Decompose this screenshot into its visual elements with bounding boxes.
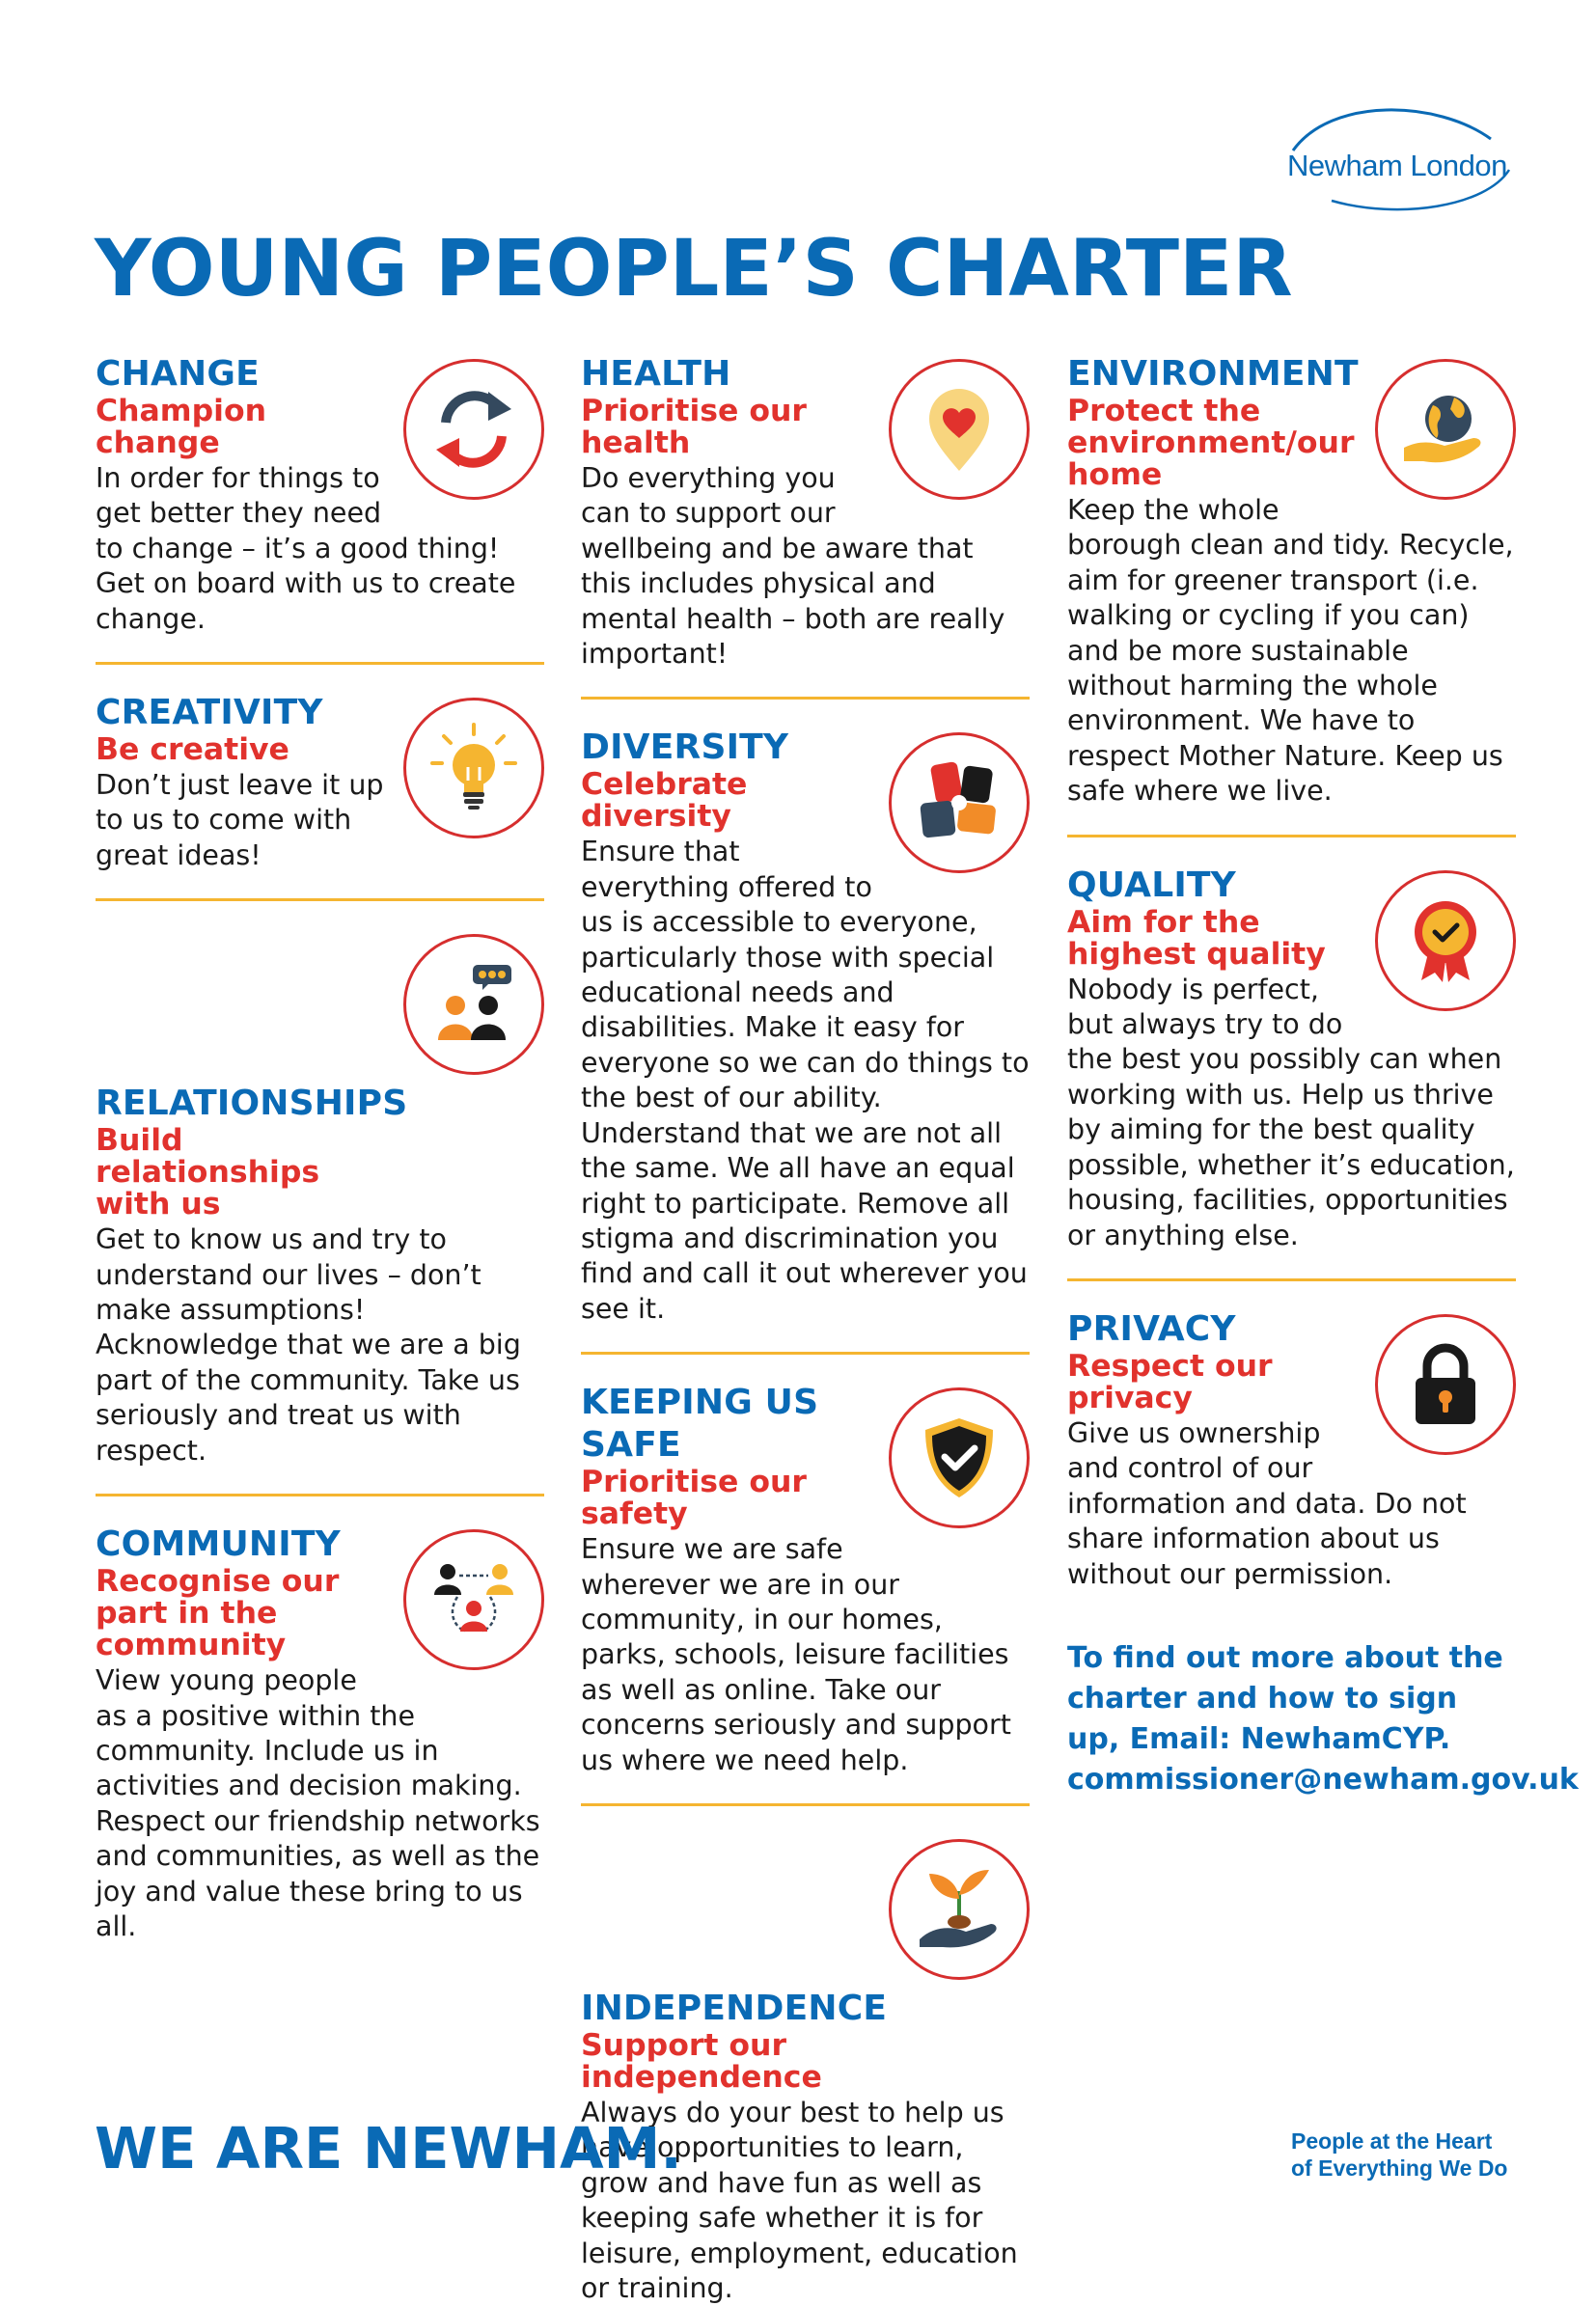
lightbulb-icon xyxy=(403,698,544,838)
column-right xyxy=(1067,353,1579,1800)
section-privacy xyxy=(1067,1308,1516,1592)
shield-check-icon xyxy=(889,1387,1030,1528)
section-title: KEEPING US SAFE xyxy=(581,1383,819,1466)
section-subtitle: Recognise our part in the community xyxy=(96,1564,340,1663)
section-title: QUALITY xyxy=(1067,865,1236,905)
section-diversity xyxy=(581,727,1030,1327)
section-divider xyxy=(1067,1278,1516,1281)
section-divider xyxy=(1067,835,1516,837)
tagline-line-1: People at the Heart xyxy=(1291,2128,1493,2154)
section-body: Do everything you can to support our wellbeing and be aware that this includes physical and mental health – both are really important! xyxy=(581,462,1005,671)
hand-globe-icon xyxy=(1375,359,1516,500)
tagline-line-2: of Everything We Do xyxy=(1291,2155,1508,2181)
section-body: Keep the whole borough clean and tidy. Recycle, aim for greener transport (i.e. walking or cycling if you can) and be more sustainable without harming the whole environment. We have to respect Mother Nature. Keep us safe where we live. xyxy=(1067,494,1514,808)
section-title: PRIVACY xyxy=(1067,1308,1236,1349)
column-left xyxy=(96,353,544,1944)
section-divider xyxy=(96,898,544,901)
section-title: HEALTH xyxy=(581,354,731,394)
refresh-arrows-icon xyxy=(403,359,544,500)
section-title: ENVIRONMENT xyxy=(1067,354,1359,394)
section-subtitle: Champion change xyxy=(96,394,267,460)
section-body: In order for things to get better they need to change – it’s a good thing! Get on board with us to create change. xyxy=(96,462,516,635)
contact-info xyxy=(1067,1638,1579,1800)
section-subtitle: Celebrate diversity xyxy=(581,767,748,835)
section-subtitle: Protect the environment/our home xyxy=(1067,394,1355,492)
section-divider xyxy=(581,1352,1030,1355)
section-change xyxy=(96,353,544,637)
section-divider xyxy=(96,1494,544,1496)
section-title: COMMUNITY xyxy=(96,1524,341,1565)
section-title: INDEPENDENCE xyxy=(581,1988,888,2028)
footer-slogan: WE ARE NEWHAM. xyxy=(95,2115,682,2182)
section-divider xyxy=(96,662,544,665)
joined-hands-icon xyxy=(889,732,1030,873)
section-subtitle: Aim for the highest quality xyxy=(1067,904,1326,972)
section-body: Don’t just leave it up to us to come with great ideas! xyxy=(96,769,384,871)
section-creativity xyxy=(96,692,544,873)
section-body: View young people as a positive within the community. Include us in activities and decision making. Respect our friendship networks and communities, as well as the joy and value these bring to us all. xyxy=(96,1664,540,1942)
section-divider xyxy=(581,697,1030,700)
section-keeping-us-safe xyxy=(581,1382,1030,1778)
section-divider xyxy=(581,1803,1030,1806)
contact-text: To find out more about the charter and how to sign up, Email: NewhamCYP. xyxy=(1067,1640,1503,1756)
section-subtitle: Be creative xyxy=(96,732,289,768)
award-rosette-icon xyxy=(1375,870,1516,1011)
section-body: Ensure that everything offered to us is accessible to everyone, particularly those with special educational needs and disabilities. Make it easy for everyone so we can do things to the best of our ability. Understand that we are not all the same. We all have an equal right to participate. Remove all stigma and discrimination you find and call it out wherever you see it. xyxy=(581,836,1030,1325)
section-relationships xyxy=(96,928,544,1469)
community-network-icon xyxy=(403,1529,544,1670)
section-title: CREATIVITY xyxy=(96,693,323,733)
column-middle xyxy=(581,353,1030,2306)
section-title: DIVERSITY xyxy=(581,727,789,768)
section-subtitle: Respect our privacy xyxy=(1067,1348,1273,1415)
section-title: CHANGE xyxy=(96,354,260,394)
section-quality xyxy=(1067,865,1516,1253)
section-independence xyxy=(581,1833,1030,2306)
section-body: Ensure we are safe wherever we are in our community, in our homes, parks, schools, leisure facilities as well as online. Take our concerns seriously and support us where we need help. xyxy=(581,1533,1011,1776)
section-community xyxy=(96,1524,544,1944)
people-chat-icon xyxy=(403,934,544,1075)
section-subtitle: Prioritise our safety xyxy=(581,1465,807,1532)
section-subtitle: Prioritise our health xyxy=(581,394,807,460)
footer-tagline xyxy=(1291,2128,1542,2182)
padlock-icon xyxy=(1375,1314,1516,1455)
hand-sprout-icon xyxy=(889,1839,1030,1980)
section-subtitle: Build relationships with us xyxy=(96,1123,320,1222)
contact-email-link[interactable]: commissioner@newham.gov.uk xyxy=(1067,1762,1579,1797)
heart-pin-icon xyxy=(889,359,1030,500)
section-body: Get to know us and try to understand our lives – don’t make assumptions! Acknowledge that we are a big part of the community. Take us seriously and treat us with respect. xyxy=(96,1223,521,1467)
newham-london-logo xyxy=(1274,106,1525,222)
section-body: Always do your best to help us have opportunities to learn, grow and have fun as well as keeping safe whether it is for leisure, employment, education or training. xyxy=(581,2096,1018,2304)
section-body: Nobody is perfect, but always try to do the best you possibly can when working with us. Help us thrive by aiming for the best quality possible, whether it’s education, housing, facilities, opportunities or anything else. xyxy=(1067,973,1515,1251)
section-body: Give us ownership and control of our information and data. Do not share information about us without our permission. xyxy=(1067,1416,1467,1590)
section-subtitle: Support our independence xyxy=(581,2027,822,2095)
logo-text: Newham London xyxy=(1287,149,1507,182)
section-title: RELATIONSHIPS xyxy=(96,1084,408,1124)
section-health xyxy=(581,353,1030,672)
section-environment xyxy=(1067,353,1516,810)
page-title: YOUNG PEOPLE’S CHARTER xyxy=(95,224,1293,315)
